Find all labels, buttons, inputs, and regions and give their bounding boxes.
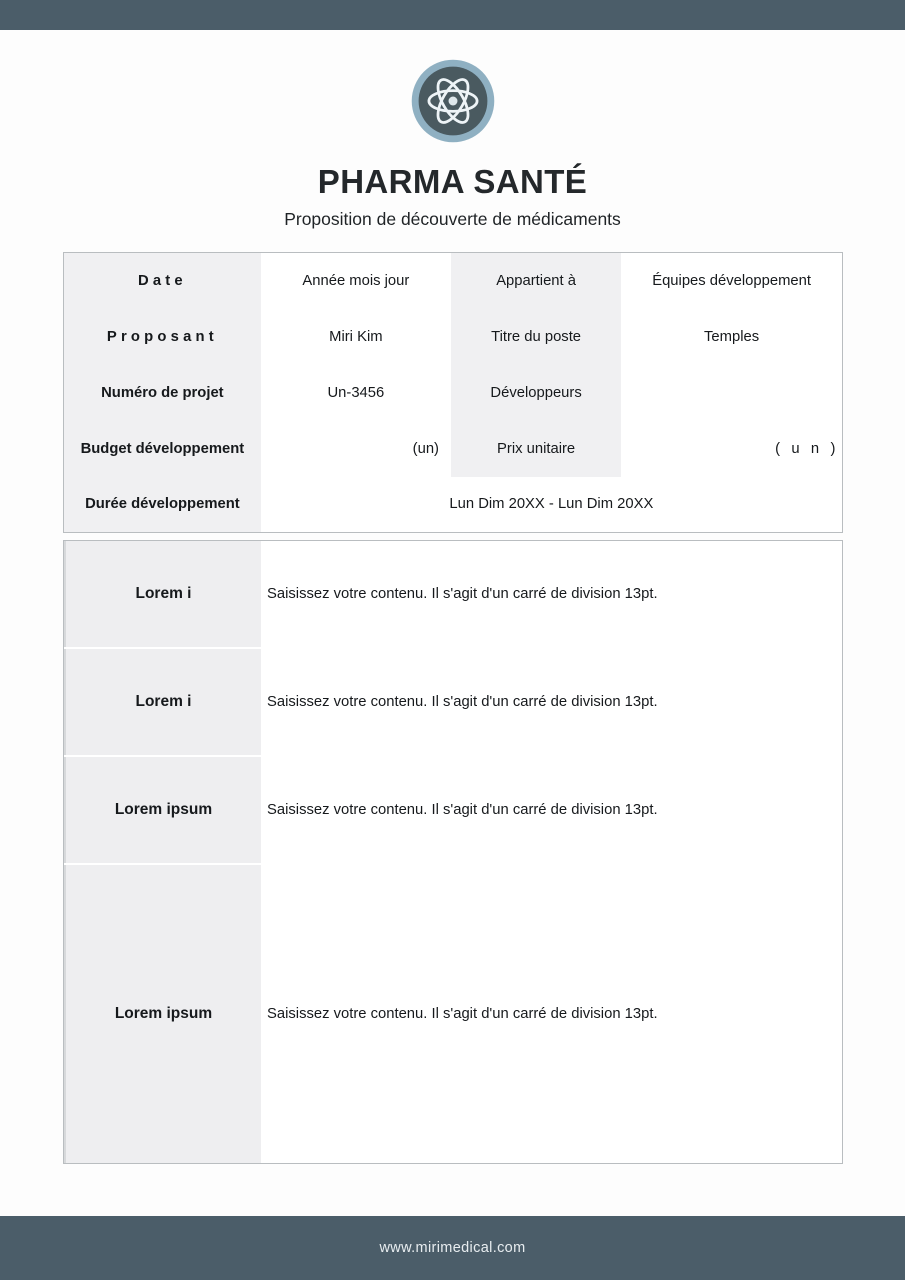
- table-row: [64, 309, 843, 365]
- logo-container: [0, 58, 905, 144]
- info-label-job-title: Titre du poste: [451, 309, 621, 365]
- info-value-date: Année mois jour: [261, 253, 451, 309]
- content-key-2: Lorem i: [64, 649, 261, 755]
- project-info-table: [63, 252, 843, 533]
- info-value-unit-price: ( u n ): [621, 421, 842, 477]
- info-label-dev-duration: Durée développement: [64, 477, 261, 533]
- info-value-dev-budget: (un): [261, 421, 451, 477]
- content-key-4: Lorem ipsum: [64, 865, 261, 1163]
- content-text-2: Saisissez votre contenu. Il s'agit d'un carré de division 13pt.: [267, 694, 658, 710]
- footer-website-url[interactable]: www.mirimedical.com: [379, 1240, 526, 1256]
- info-label-belongs-to: Appartient à: [451, 253, 621, 309]
- info-label-project-number: Numéro de projet: [64, 365, 261, 421]
- content-section: [63, 540, 843, 1164]
- content-text-4: Saisissez votre contenu. Il s'agit d'un carré de division 13pt.: [267, 1006, 658, 1022]
- content-text-1: Saisissez votre contenu. Il s'agit d'un carré de division 13pt.: [267, 586, 658, 602]
- table-row: [64, 365, 843, 421]
- atom-icon: [410, 58, 496, 144]
- list-item: [64, 757, 842, 865]
- info-value-dev-duration: Lun Dim 20XX - Lun Dim 20XX: [261, 477, 843, 533]
- content-value-2: [261, 649, 842, 755]
- list-item: [64, 865, 842, 1163]
- list-item: [64, 541, 842, 649]
- list-item: [64, 649, 842, 757]
- page-title: PHARMA SANTÉ: [317, 163, 588, 200]
- info-value-proposer: Miri Kim: [261, 309, 451, 365]
- content-value-3: [261, 757, 842, 863]
- content-value-4: [261, 865, 842, 1163]
- info-label-dev-budget: Budget développement: [64, 421, 261, 477]
- content-key-1: Lorem i: [64, 541, 261, 647]
- content-key-3: Lorem ipsum: [64, 757, 261, 863]
- info-label-unit-price: Prix unitaire: [451, 421, 621, 477]
- info-label-date: Date: [64, 253, 261, 309]
- info-value-project-number: Un-3456: [261, 365, 451, 421]
- info-label-developers: Développeurs: [451, 365, 621, 421]
- content-value-1: [261, 541, 842, 647]
- info-label-proposer: Proposant: [64, 309, 261, 365]
- table-row: [64, 477, 843, 533]
- top-accent-bar: [0, 0, 905, 30]
- info-value-belongs-to: Équipes développement: [621, 253, 842, 309]
- info-value-developers: [621, 365, 842, 421]
- info-value-job-title: Temples: [621, 309, 842, 365]
- content-text-3: Saisissez votre contenu. Il s'agit d'un carré de division 13pt.: [267, 802, 658, 818]
- table-row: [64, 421, 843, 477]
- page-subtitle: Proposition de découverte de médicaments: [284, 209, 621, 229]
- document-header: [0, 30, 905, 230]
- footer-bar: [0, 1216, 905, 1280]
- table-row: [64, 253, 843, 309]
